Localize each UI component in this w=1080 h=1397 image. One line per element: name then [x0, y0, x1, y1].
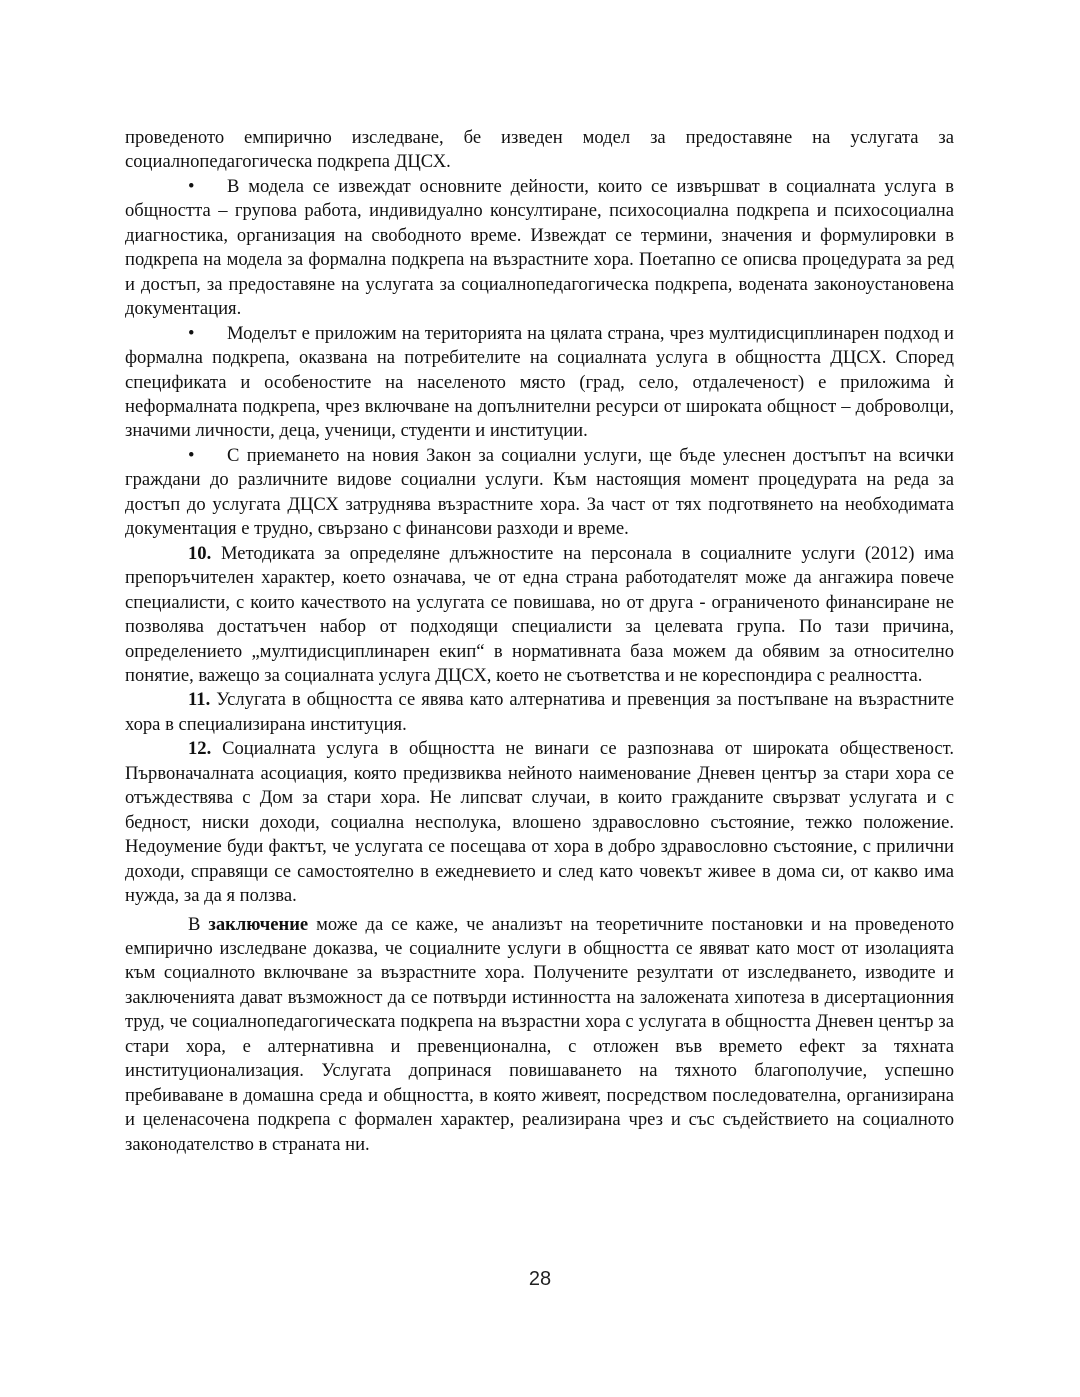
conclusion-text: може да се каже, че анализът на теоретичните постановки и на проведеното емпирично изследване доказва, че социалните услуги в общността се явяват като мост от изолацията към социалното включване за възрастните хора. Получените резултати от изследването, изводите и заключенията дават възможност да се потвърди истинността на заложената хипотеза в дисертационния труд, че социалнопедагогическата подкрепа на възрастни хора с услугата в общността Дневен център за стари хора, е алтернативна и превенционална, с отложен във времето ефект за тяхната институционализация. Услугата допринася повишаването на тяхното благополучие, успешно пребиваване в домашна среда и общността, в която живеят, посредством последователна, организирана и целенасочена подкрепа с формален характер, реализирана чрез и със съдействието на социалното законодателство в страната ни. [125, 913, 954, 1155]
document-body [125, 126, 954, 1157]
bullet-icon: • [188, 444, 195, 466]
numbered-paragraph [125, 737, 954, 908]
bullet-text: В модела се извеждат основните дейности, които се извършват в социалната услуга в общността – групова работа, индивидуално консултиране, психосоциална подкрепа и психосоциална диагностика, организация на свободното време. Извеждат се термини, значения и формулировки в подкрепа на модела за формална подкрепа на възрастните хора. Поетапно се описва процедурата за ред и достъп, за предоставяне на услугата за социалнопедагогическа подкрепа, водената законоустановена документация. [125, 175, 954, 320]
page-number: 28 [528, 1268, 552, 1290]
numbered-paragraph [125, 688, 954, 737]
paragraph-text: Услугата в общността се явява като алтернатива и превенция за постъпване на възрастните хора в специализирана институция. [125, 689, 954, 735]
paragraph-text: Методиката за определяне длъжностите на персонала в социалните услуги (2012) има препоръчителен характер, което означава, че от една страна работодателят може да ангажира повече специалисти, с които качеството на услугата се повишава, но от друга - ограниченото финансиране не позволява достатъчен набор от подходящи специалисти за целевата група. По тази причина, определението „мултидисциплинарен екип“ в нормативната база можем да обявим за относително понятие, важещо за социалната услуга ДЦСХ, което не съответства и не кореспондира с реалността. [125, 542, 954, 686]
bullet-item [125, 175, 954, 322]
numbered-paragraph [125, 542, 954, 689]
intro-paragraph: проведеното емпирично изследване, бе изведен модел за предоставяне на услугата за социалнопедагогическа подкрепа ДЦСХ. [125, 127, 954, 173]
bullet-icon: • [188, 175, 195, 197]
conclusion-keyword: заключение [208, 913, 309, 935]
conclusion-paragraph [125, 913, 954, 1158]
bullet-icon: • [188, 322, 195, 344]
bullet-text: Моделът е приложим на територията на цялата страна, чрез мултидисциплинарен подход и формална подкрепа, оказвана на потребителите на социалната услуга в общността ДЦСХ. Според спецификата и особеностите на населеното място (град, село, отдалеченост) е приложима ѝ неформалната подкрепа, чрез включване на допълнителни ресурси от широката общност – доброволци, значими личности, деца, ученици, студенти и институции. [125, 322, 954, 442]
bullet-text: С приемането на новия Закон за социални услуги, ще бъде улеснен достъпът на всички граждани до различните видове социални услуги. Към настоящия момент процедурата на реда за достъп до услугата ДЦСХ затруднява възрастните хора. За част от тях подготвянето на необходимата документация е трудно, свързано с финансови разходи и време. [125, 444, 954, 540]
bullet-item [125, 444, 954, 542]
paragraph-number: 11. [188, 689, 211, 711]
paragraph-text: Социалната услуга в общността не винаги се разпознава от широката общественост. Първоначалната асоциация, която предизвиква нейното наименование Дневен център за стари хора се отъждествява с Дом за стари хора. Не липсват случаи, в които гражданите свързват услугата и с бедност, ниски доходи, социална несполука, влошено здравословно състояние, тежко положение. Недоумение буди фактът, че услугата се посещава от хора в добро здравословно състояние, с прилични доходи, справящи се самостоятелно в ежедневието и след като човекът живее в дома си, от какво има нужда, за да я ползва. [125, 738, 954, 907]
conclusion-lead: В [188, 913, 201, 935]
bullet-item [125, 322, 954, 444]
paragraph-number: 10. [188, 542, 212, 564]
paragraph-number: 12. [188, 738, 212, 760]
